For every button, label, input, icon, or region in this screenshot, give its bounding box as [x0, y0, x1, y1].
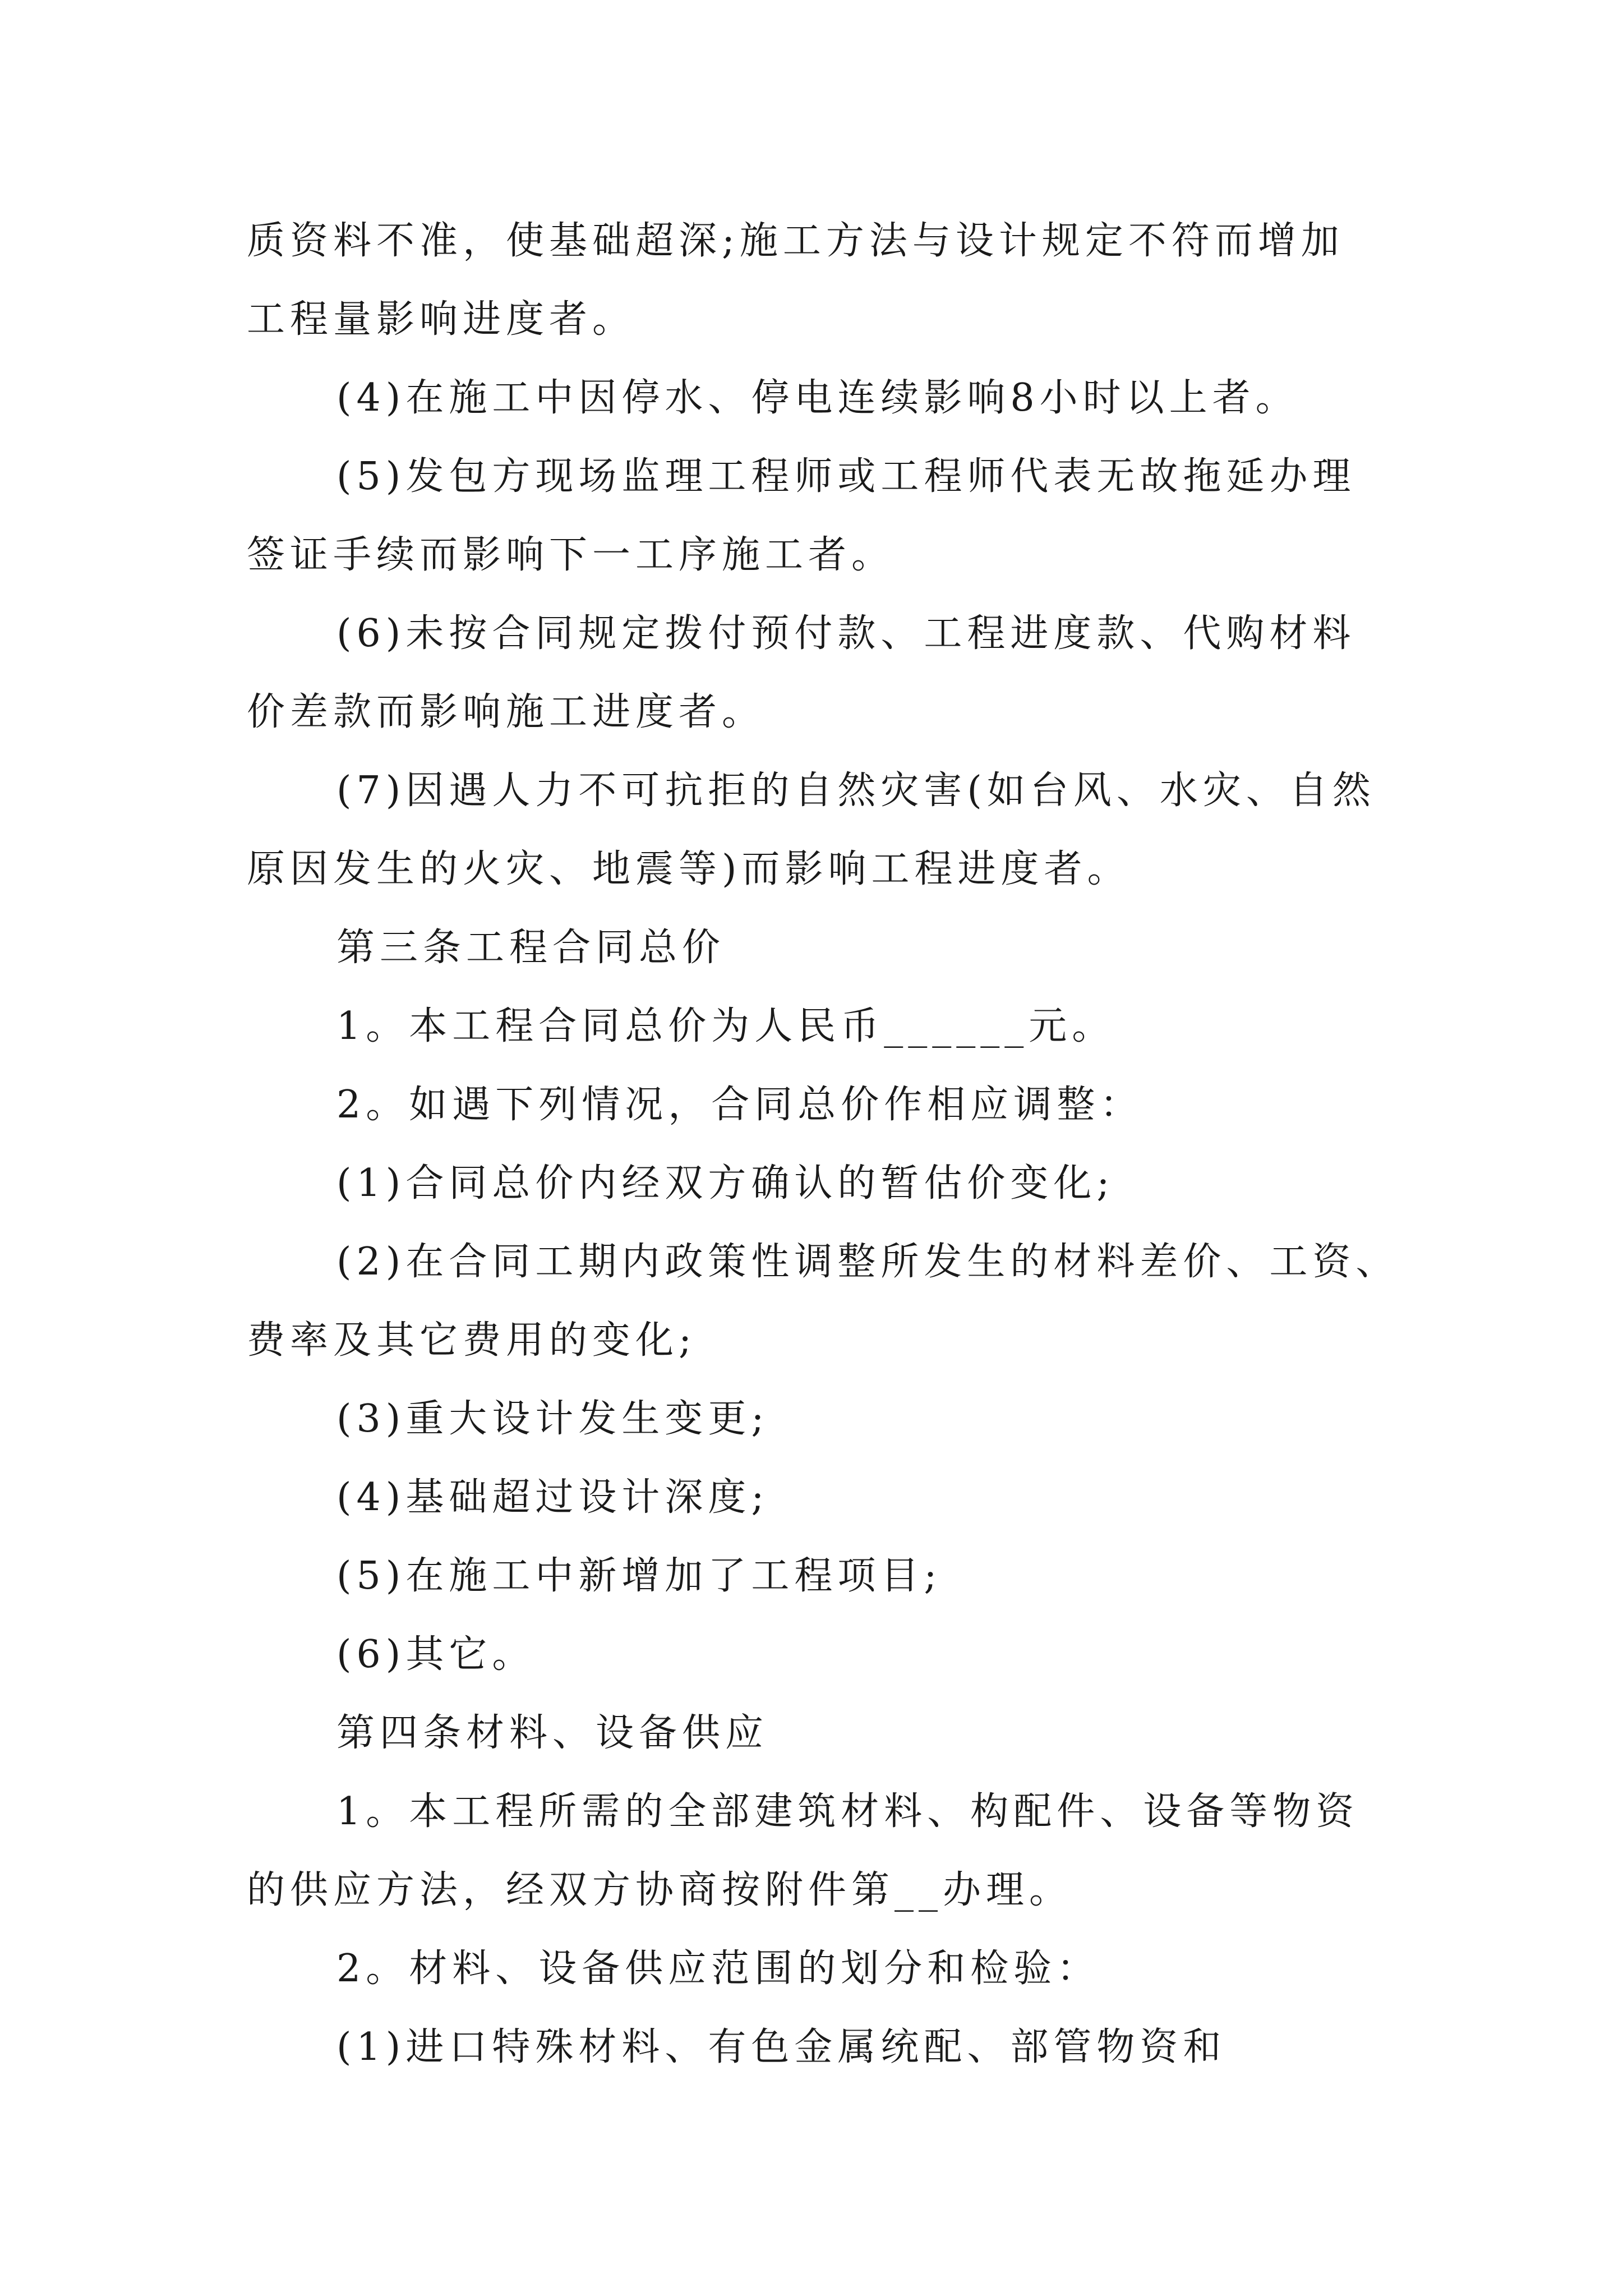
text-line: 1。本工程所需的全部建筑材料、构配件、设备等物资 [336, 1789, 1359, 1834]
text-line: (7)因遇人力不可抗拒的自然灾害(如台风、水灾、自然 [336, 769, 1376, 813]
text-line: 工程量影响进度者。 [247, 297, 636, 342]
text-line: 质资料不准，使基础超深;施工方法与设计规定不符而增加 [247, 219, 1344, 263]
text-line: 2。如遇下列情况，合同总价作相应调整： [336, 1083, 1144, 1127]
text-line: (6)未按合同规定拨付预付款、工程进度款、代购材料 [336, 611, 1356, 656]
text-line: (6)其它。 [336, 1632, 536, 1677]
text-line: 1。本工程合同总价为人民币______元。 [336, 1004, 1115, 1048]
text-line: 原因发生的火灾、地震等)而影响工程进度者。 [247, 847, 1131, 891]
text-line: 的供应方法，经双方协商按附件第__办理。 [247, 1868, 1073, 1912]
text-line: (3)重大设计发生变更; [336, 1397, 769, 1441]
text-line: (1)合同总价内经双方确认的暂估价变化; [336, 1161, 1115, 1205]
text-line: 2。材料、设备供应范围的划分和检验： [336, 1947, 1100, 1991]
text-line: 价差款而影响施工进度者。 [247, 690, 766, 734]
text-line: (1)进口特殊材料、有色金属统配、部管物资和 [336, 2025, 1227, 2069]
text-line: (2)在合同工期内政策性调整所发生的材料差价、工资、 [336, 1240, 1399, 1284]
text-line: (4)在施工中因停水、停电连续影响8小时以上者。 [336, 376, 1299, 420]
text-line: (4)基础超过设计深度; [336, 1475, 769, 1520]
text-line: 签证手续而影响下一工序施工者。 [247, 533, 895, 577]
text-line: 费率及其它费用的变化; [247, 1318, 697, 1363]
text-line: (5)发包方现场监理工程师或工程师代表无故拖延办理 [336, 454, 1356, 499]
text-line: (5)在施工中新增加了工程项目; [336, 1554, 942, 1598]
section-heading: 第三条工程合同总价 [336, 926, 726, 970]
section-heading: 第四条材料、设备供应 [336, 1711, 769, 1755]
